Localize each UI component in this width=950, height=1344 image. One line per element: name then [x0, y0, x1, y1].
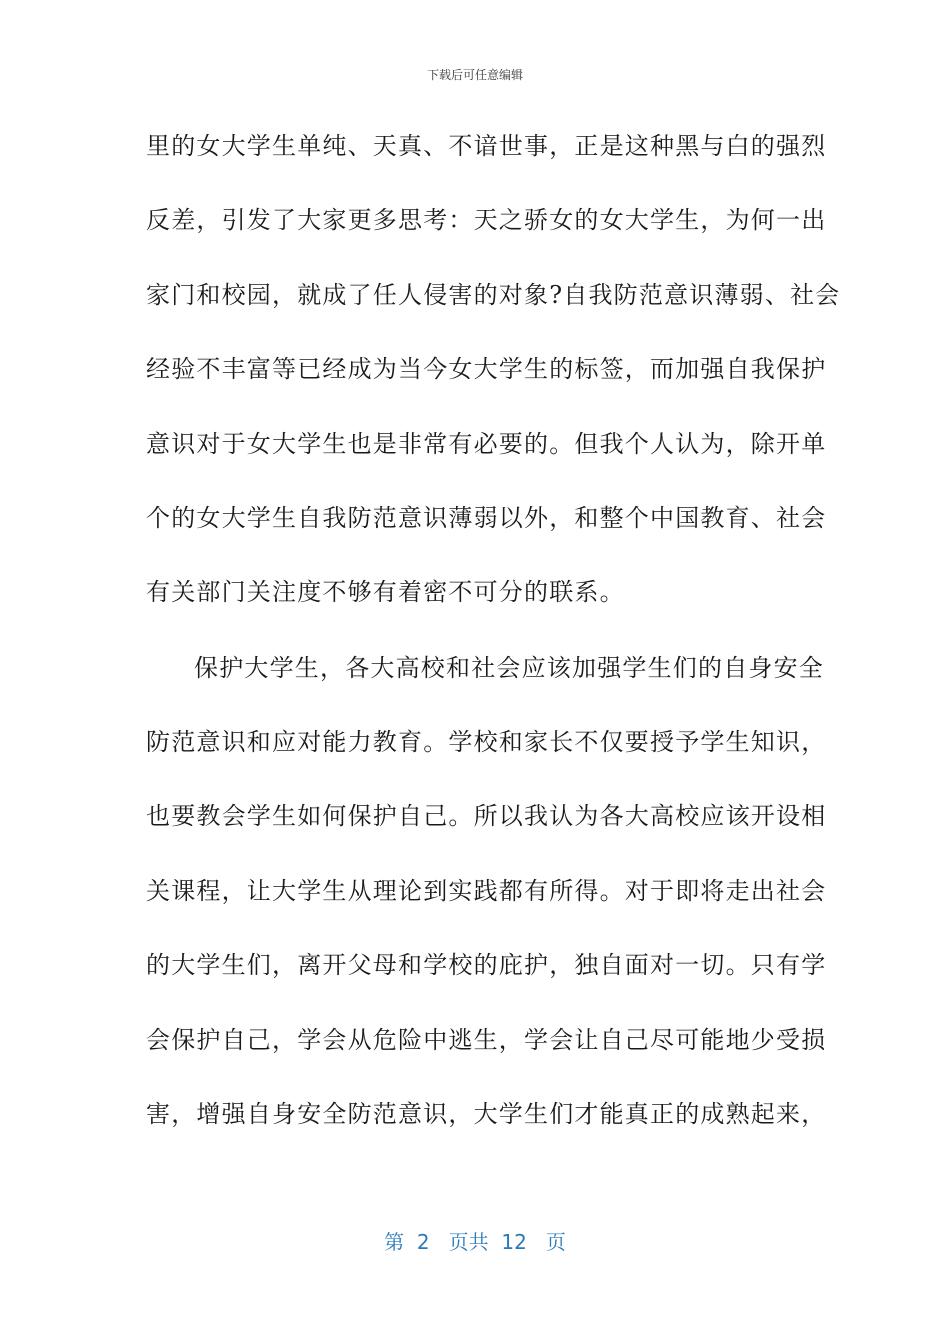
text-line: 有关部门关注度不够有着密不可分的联系。 [146, 578, 625, 606]
text-line: 会保护自己，学会从危险中逃生，学会让自己尽可能地少受损 [146, 1026, 827, 1054]
text-line: 保护大学生，各大高校和社会应该加强学生们的自身安全 [194, 654, 824, 682]
text-line: 害，增强自身安全防范意识，大学生们才能真正的成熟起来， [146, 1100, 827, 1128]
text-line: 防范意识和应对能力教育。学校和家长不仅要授予学生知识， [146, 728, 827, 756]
text-line: 也要教会学生如何保护自己。所以我认为各大高校应该开设相 [146, 802, 827, 830]
text-line: 意识对于女大学生也是非常有必要的。但我个人认为，除开单 [146, 430, 827, 458]
text-line: 经验不丰富等已经成为当今女大学生的标签，而加强自我保护 [146, 355, 827, 383]
text-line: 个的女大学生自我防范意识薄弱以外，和整个中国教育、社会 [146, 504, 827, 532]
page-number: 第 2 页共 12 页 [384, 1230, 566, 1254]
text-line: 关课程，让大学生从理论到实践都有所得。对于即将走出社会 [146, 877, 827, 905]
page-header-note: 下载后可任意编辑 [426, 68, 523, 82]
text-line: 反差，引发了大家更多思考：天之骄女的女大学生，为何一出 [146, 206, 827, 234]
text-line: 家门和校园，就成了任人侵害的对象?自我防范意识薄弱、社会 [146, 281, 841, 309]
text-line: 里的女大学生单纯、天真、不谙世事，正是这种黑与白的强烈 [146, 132, 827, 160]
text-line: 的大学生们，离开父母和学校的庇护，独自面对一切。只有学 [146, 951, 827, 979]
